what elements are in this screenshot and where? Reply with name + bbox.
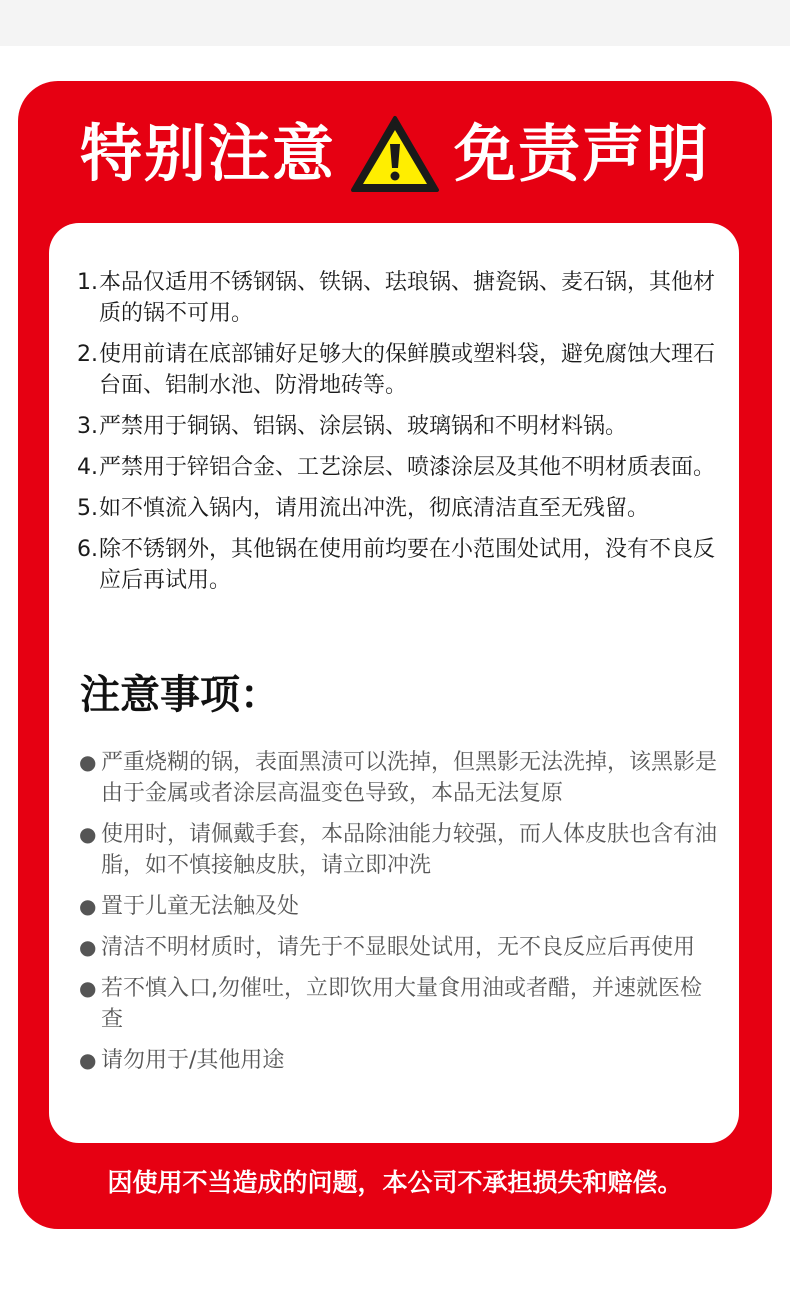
note-item <box>79 891 719 922</box>
bullet-icon: ● <box>79 750 97 774</box>
warning-triangle-icon <box>350 114 440 194</box>
content-panel <box>49 223 739 1143</box>
rule-item <box>77 452 717 483</box>
note-item <box>79 747 719 809</box>
note-item <box>79 1045 719 1076</box>
note-item <box>79 819 719 881</box>
title-disclaimer: 免责声明 <box>454 117 711 190</box>
rule-item <box>77 534 717 596</box>
notes-title: 注意事项： <box>80 672 280 718</box>
rule-number: 2. <box>77 342 98 367</box>
note-text: 使用时，请佩戴手套，本品除油能力较强，而人体皮肤也含有油脂，如不慎接触皮肤，请立即冲洗 <box>101 822 718 878</box>
rule-text: 如不慎流入锅内，请用流出冲洗，彻底清洁直至无残留。 <box>99 496 650 521</box>
card-header <box>18 81 772 227</box>
top-bar <box>0 0 790 46</box>
rules-list <box>77 267 717 606</box>
notes-list <box>79 747 719 1086</box>
note-text: 若不慎入口,勿催吐，立即饮用大量食用油或者醋，并速就医检查 <box>101 976 702 1032</box>
rule-number: 5. <box>77 496 98 521</box>
rule-text: 本品仅适用不锈钢锅、铁锅、珐琅锅、搪瓷锅、麦石锅，其他材质的锅不可用。 <box>99 270 716 326</box>
bullet-icon: ● <box>79 1048 97 1072</box>
note-text: 严重烧糊的锅，表面黑渍可以洗掉，但黑影无法洗掉，该黑影是由于金属或者涂层高温变色导致，本品无法复原 <box>101 750 718 806</box>
note-item <box>79 973 719 1035</box>
bullet-icon: ● <box>79 894 97 918</box>
note-text: 清洁不明材质时，请先于不显眼处试用，无不良反应后再使用 <box>101 935 696 960</box>
disclaimer-card <box>18 81 772 1229</box>
bullet-icon: ● <box>79 976 97 1000</box>
title-special-attention: 特别注意 <box>79 117 336 190</box>
rule-number: 4. <box>77 455 98 480</box>
rule-item <box>77 339 717 401</box>
note-text: 置于儿童无法触及处 <box>101 894 300 919</box>
rule-item <box>77 411 717 442</box>
rule-text: 使用前请在底部铺好足够大的保鲜膜或塑料袋，避免腐蚀大理石台面、铝制水池、防滑地砖等。 <box>99 342 716 398</box>
rule-number: 3. <box>77 414 98 439</box>
bullet-icon: ● <box>79 822 97 846</box>
note-text: 请勿用于/其他用途 <box>101 1048 285 1073</box>
rule-number: 1. <box>77 270 98 295</box>
rule-text: 严禁用于铜锅、铝锅、涂层锅、玻璃锅和不明材料锅。 <box>99 414 628 439</box>
rule-item <box>77 267 717 329</box>
rule-number: 6. <box>77 537 98 562</box>
rule-text: 严禁用于锌铝合金、工艺涂层、喷漆涂层及其他不明材质表面。 <box>99 455 716 480</box>
liability-footer: 因使用不当造成的问题，本公司不承担损失和赔偿。 <box>107 1168 683 1197</box>
rule-item <box>77 493 717 524</box>
rule-text: 除不锈钢外，其他锅在使用前均要在小范围处试用，没有不良反应后再试用。 <box>99 537 716 593</box>
note-item <box>79 932 719 963</box>
bullet-icon: ● <box>79 935 97 959</box>
